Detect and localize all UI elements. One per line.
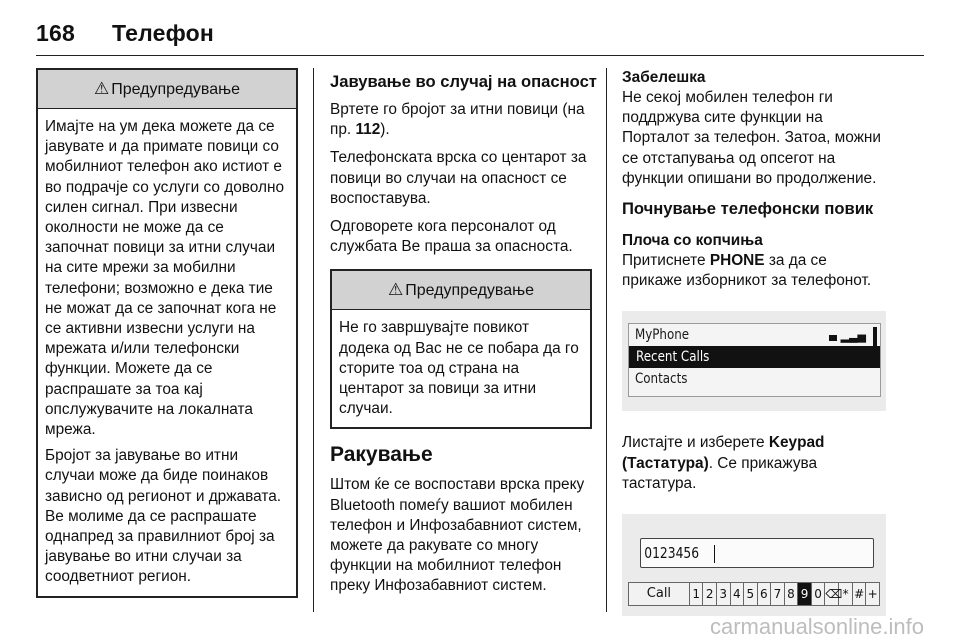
emergency-number: 112 [355, 121, 381, 139]
text: за да се прикаже изборникот за телефонот. [622, 252, 872, 290]
key-7[interactable]: 7 [771, 583, 785, 605]
note-text: Не секој мобилен телефон ги поддржува сите функции на Порталот за телефон. Затоа, можни се отстапувања од опсегот на функции опишани во продолжение. [622, 89, 882, 187]
operation-paragraph: Штом ќе се воспостави врска преку Bluetooth помеѓу вашиот мобилен телефон и Инфозабавниот систем, можете да ракувате со многу функции на мобилниот телефон преку Инфозабавниот систем. [330, 476, 585, 595]
column-2 [330, 68, 597, 605]
key-6[interactable]: 6 [758, 583, 772, 605]
answer-paragraph: Одговорете кога персоналот од службата Ве праша за опасноста. [330, 218, 573, 256]
key-5[interactable]: 5 [744, 583, 758, 605]
text-caret [714, 545, 715, 563]
keypad-screenshot [622, 514, 886, 616]
keypad-paragraph [622, 433, 886, 494]
warning-title: Предупредување [405, 282, 535, 300]
key-1[interactable]: 1 [690, 583, 704, 605]
key-hash[interactable]: # [853, 583, 867, 605]
key-plus[interactable]: + [867, 587, 878, 602]
warning-body [38, 109, 296, 596]
phone-menu-screenshot [622, 311, 886, 411]
connection-paragraph: Телефонската врска со центарот за повици во случаи на опасност се воспоставува. [330, 149, 587, 207]
key-0[interactable]: 0 [812, 583, 826, 605]
key-3[interactable]: 3 [717, 583, 731, 605]
menu-item-recent-calls[interactable] [629, 346, 880, 368]
key-8[interactable]: 8 [785, 583, 799, 605]
key-2[interactable]: 2 [703, 583, 717, 605]
battery-icon [829, 335, 837, 341]
emergency-number-paragraph [330, 100, 592, 140]
note-title: Забелешка [622, 69, 706, 86]
phone-menu-title: MyPhone [634, 327, 690, 344]
page-title: Телефон [112, 20, 214, 46]
number-input[interactable] [640, 538, 874, 568]
operation-section-title: Ракување [330, 443, 433, 467]
backspace-key-icon[interactable]: ⌫ [825, 583, 839, 605]
phone-menu-screen [628, 323, 881, 397]
warning-triangle-icon: ⚠ [387, 280, 404, 300]
phone-button-label: PHONE [709, 252, 765, 270]
key-9[interactable]: 9 [798, 583, 812, 605]
page-header [36, 20, 214, 47]
text: Притиснете [622, 252, 710, 270]
key-star[interactable]: * [839, 583, 853, 605]
warning-title: Предупредување [111, 81, 241, 98]
call-button[interactable]: Call [629, 583, 690, 605]
keypad-row [628, 582, 880, 606]
text: . Се прикажува тастатура. [622, 454, 818, 492]
keypad-label: Keypad (Тастатура) [622, 434, 825, 472]
warning-box [36, 68, 298, 598]
warning-header [332, 271, 590, 310]
warning-paragraph: Имајте на ум дека можете да се јавувате и да примате повици со мобилниот телефон ако истиот е во подрачје со услуги со доволно силен сигнал. При извесни околности не може да се започнат повици за итни случаи на сите мрежи за мобилни телефони; возможно е дека тие не можат да се започнат кога не се активни извесни услуги на мрежата и/или телефонски функции. Можете да се распрашате за тоа кај опслужувачите на локалната мрежа. [45, 118, 285, 439]
number-input-value: 0123456 [644, 544, 700, 563]
column-3 [622, 68, 886, 638]
warning-header [38, 70, 296, 109]
warning-paragraph: Бројот за јавување во итни случаи може да биде поинаков зависно од регионот и државата. Ве молиме да се распрашате однапред за правилниот број за јавување во итни случаи за соодветниот регион. [45, 447, 282, 586]
text: ). [380, 121, 390, 139]
warning-paragraph: Не го завршувајте повикот додека од Вас не се побара да го сторите тоа од страна на центарот за повици за итни случаи. [339, 319, 579, 418]
signal-icon: ▂▃▅ [840, 331, 866, 344]
menu-item-contacts[interactable]: Contacts [634, 371, 688, 388]
status-icons [829, 327, 866, 347]
warning-triangle-icon: ⚠ [93, 79, 110, 98]
column-divider-1 [313, 68, 314, 612]
column-divider-2 [606, 68, 607, 612]
page-number: 168 [36, 20, 75, 46]
menu-item-label: Recent Calls [636, 349, 710, 366]
text: Вртете го бројот за итни повици (на пр. [330, 101, 585, 139]
warning-body [332, 310, 590, 427]
key-4[interactable]: 4 [731, 583, 745, 605]
watermark: carmanualsonline.info [709, 614, 924, 639]
start-call-heading: Почнување телефонски повик [622, 199, 874, 219]
header-divider [36, 55, 924, 56]
keypad-subheading: Плоча со копчиња [622, 232, 763, 250]
column-1 [36, 68, 298, 598]
scrollbar[interactable] [873, 327, 877, 367]
emergency-call-heading: Јавување во случај на опасност [330, 72, 597, 91]
phone-button-paragraph [622, 251, 886, 291]
text: Листајте и изберете [622, 434, 769, 452]
warning-box [330, 269, 592, 429]
